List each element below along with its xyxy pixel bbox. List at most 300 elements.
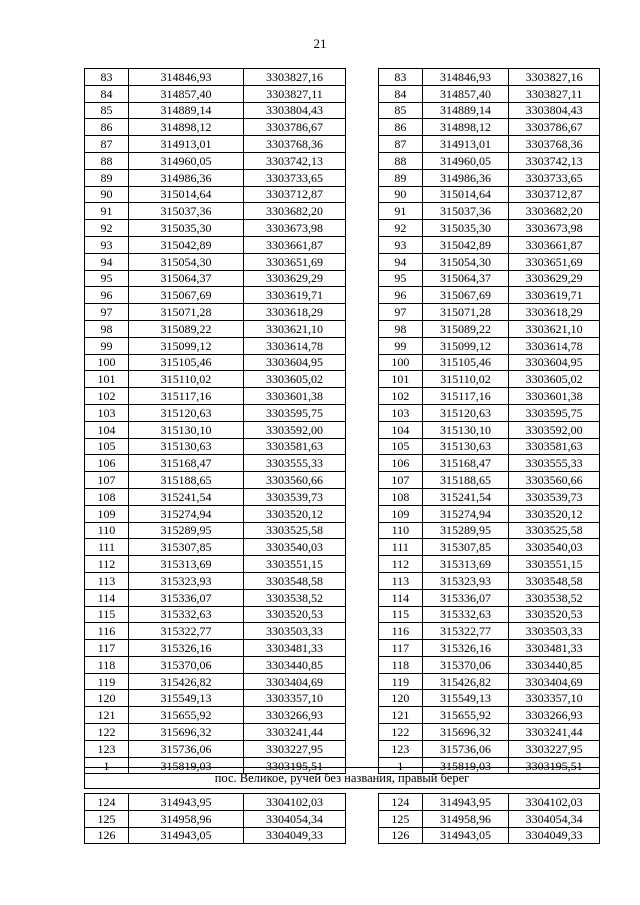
x-coordinate-cell: 315130,10 <box>129 421 244 438</box>
section-caption: пос. Великое, ручей без названия, правый берег <box>84 767 600 789</box>
x-coordinate-cell: 314889,14 <box>129 102 244 119</box>
x-coordinate-cell: 315313,69 <box>422 556 509 573</box>
y-coordinate-cell: 3303540,03 <box>509 539 600 556</box>
table-row <box>379 539 600 556</box>
x-coordinate-cell: 315289,95 <box>129 522 244 539</box>
point-number-cell: 110 <box>379 522 423 539</box>
point-number-cell: 97 <box>379 304 423 321</box>
y-coordinate-cell: 3303520,53 <box>509 606 600 623</box>
point-number-cell: 120 <box>379 690 423 707</box>
x-coordinate-cell: 315110,02 <box>422 371 509 388</box>
point-number-cell: 123 <box>85 740 129 757</box>
x-coordinate-cell: 314943,05 <box>129 827 244 844</box>
y-coordinate-cell: 3303786,67 <box>509 119 600 136</box>
y-coordinate-cell: 3303827,16 <box>244 69 346 86</box>
point-number-cell: 105 <box>379 438 423 455</box>
y-coordinate-cell: 3303481,33 <box>244 640 346 657</box>
table-row <box>379 810 600 827</box>
table-row <box>85 794 346 811</box>
point-number-cell: 87 <box>379 136 423 153</box>
x-coordinate-cell: 315042,89 <box>129 236 244 253</box>
point-number-cell: 125 <box>85 810 129 827</box>
table-row <box>85 589 346 606</box>
y-coordinate-cell: 3303440,85 <box>509 656 600 673</box>
y-coordinate-cell: 3303682,20 <box>244 203 346 220</box>
table-row <box>85 371 346 388</box>
point-number-cell: 103 <box>379 404 423 421</box>
coordinates-table-left-bottom <box>84 793 346 844</box>
x-coordinate-cell: 315067,69 <box>129 287 244 304</box>
table-row <box>379 253 600 270</box>
table-row <box>379 438 600 455</box>
point-number-cell: 104 <box>85 421 129 438</box>
table-row <box>85 287 346 304</box>
point-number-cell: 124 <box>85 794 129 811</box>
x-coordinate-cell: 315130,63 <box>422 438 509 455</box>
y-coordinate-cell: 3303551,15 <box>509 556 600 573</box>
point-number-cell: 84 <box>85 85 129 102</box>
y-coordinate-cell: 3303651,69 <box>244 253 346 270</box>
x-coordinate-cell: 315117,16 <box>129 388 244 405</box>
point-number-cell: 105 <box>85 438 129 455</box>
x-coordinate-cell: 315064,37 <box>129 270 244 287</box>
table-row <box>85 253 346 270</box>
y-coordinate-cell: 3303538,52 <box>509 589 600 606</box>
point-number-cell: 92 <box>85 220 129 237</box>
x-coordinate-cell: 315322,77 <box>422 623 509 640</box>
point-number-cell: 96 <box>85 287 129 304</box>
table-row <box>85 673 346 690</box>
x-coordinate-cell: 315336,07 <box>422 589 509 606</box>
y-coordinate-cell: 3303601,38 <box>244 388 346 405</box>
y-coordinate-cell: 3303503,33 <box>509 623 600 640</box>
point-number-cell: 113 <box>85 572 129 589</box>
x-coordinate-cell: 314846,93 <box>422 69 509 86</box>
point-number-cell: 126 <box>379 827 423 844</box>
y-coordinate-cell: 3303548,58 <box>244 572 346 589</box>
point-number-cell: 85 <box>379 102 423 119</box>
point-number-cell: 118 <box>379 656 423 673</box>
table-row <box>379 488 600 505</box>
x-coordinate-cell: 315313,69 <box>129 556 244 573</box>
x-coordinate-cell: 315819,03 <box>129 757 244 774</box>
y-coordinate-cell: 3303581,63 <box>244 438 346 455</box>
x-coordinate-cell: 315071,28 <box>422 304 509 321</box>
point-number-cell: 119 <box>379 673 423 690</box>
table-row <box>379 623 600 640</box>
point-number-cell: 113 <box>379 572 423 589</box>
point-number-cell: 86 <box>85 119 129 136</box>
x-coordinate-cell: 315323,93 <box>129 572 244 589</box>
table-row <box>85 690 346 707</box>
x-coordinate-cell: 315736,06 <box>422 740 509 757</box>
table-row <box>379 472 600 489</box>
point-number-cell: 92 <box>379 220 423 237</box>
y-coordinate-cell: 3303604,95 <box>244 354 346 371</box>
y-coordinate-cell: 3303195,51 <box>509 757 600 774</box>
table-row <box>379 640 600 657</box>
y-coordinate-cell: 3303560,66 <box>244 472 346 489</box>
y-coordinate-cell: 3303604,95 <box>509 354 600 371</box>
point-number-cell: 93 <box>85 236 129 253</box>
x-coordinate-cell: 314913,01 <box>422 136 509 153</box>
y-coordinate-cell: 3303605,02 <box>244 371 346 388</box>
point-number-cell: 88 <box>85 152 129 169</box>
x-coordinate-cell: 314889,14 <box>422 102 509 119</box>
point-number-cell: 1 <box>379 757 423 774</box>
point-number-cell: 117 <box>85 640 129 657</box>
table-row <box>85 724 346 741</box>
y-coordinate-cell: 3303742,13 <box>244 152 346 169</box>
y-coordinate-cell: 3303581,63 <box>509 438 600 455</box>
point-number-cell: 106 <box>85 455 129 472</box>
point-number-cell: 91 <box>379 203 423 220</box>
x-coordinate-cell: 315241,54 <box>422 488 509 505</box>
point-number-cell: 106 <box>379 455 423 472</box>
table-row <box>85 740 346 757</box>
table-row <box>85 69 346 86</box>
y-coordinate-cell: 3303555,33 <box>244 455 346 472</box>
x-coordinate-cell: 314913,01 <box>129 136 244 153</box>
point-number-cell: 119 <box>85 673 129 690</box>
table-row <box>85 827 346 844</box>
x-coordinate-cell: 315819,03 <box>422 757 509 774</box>
table-row <box>85 186 346 203</box>
point-number-cell: 99 <box>379 337 423 354</box>
x-coordinate-cell: 315071,28 <box>129 304 244 321</box>
y-coordinate-cell: 3303619,71 <box>509 287 600 304</box>
y-coordinate-cell: 3303673,98 <box>244 220 346 237</box>
y-coordinate-cell: 3303605,02 <box>509 371 600 388</box>
point-number-cell: 107 <box>379 472 423 489</box>
table-row <box>85 337 346 354</box>
y-coordinate-cell: 3303551,15 <box>244 556 346 573</box>
table-row <box>85 707 346 724</box>
x-coordinate-cell: 314943,95 <box>422 794 509 811</box>
table-row <box>85 572 346 589</box>
x-coordinate-cell: 315549,13 <box>129 690 244 707</box>
table-row <box>85 236 346 253</box>
y-coordinate-cell: 3303682,20 <box>509 203 600 220</box>
table-row <box>85 270 346 287</box>
x-coordinate-cell: 315168,47 <box>422 455 509 472</box>
x-coordinate-cell: 315322,77 <box>129 623 244 640</box>
y-coordinate-cell: 3303712,87 <box>244 186 346 203</box>
y-coordinate-cell: 3303266,93 <box>244 707 346 724</box>
coordinates-table-right-bottom <box>378 793 600 844</box>
x-coordinate-cell: 315241,54 <box>129 488 244 505</box>
x-coordinate-cell: 315117,16 <box>422 388 509 405</box>
table-row <box>85 505 346 522</box>
y-coordinate-cell: 3303525,58 <box>244 522 346 539</box>
x-coordinate-cell: 314960,05 <box>129 152 244 169</box>
point-number-cell: 98 <box>379 320 423 337</box>
point-number-cell: 100 <box>379 354 423 371</box>
x-coordinate-cell: 315370,06 <box>422 656 509 673</box>
x-coordinate-cell: 315042,89 <box>422 236 509 253</box>
x-coordinate-cell: 315274,94 <box>129 505 244 522</box>
y-coordinate-cell: 3303540,03 <box>244 539 346 556</box>
point-number-cell: 94 <box>379 253 423 270</box>
x-coordinate-cell: 315168,47 <box>129 455 244 472</box>
y-coordinate-cell: 3303619,71 <box>244 287 346 304</box>
y-coordinate-cell: 3303768,36 <box>509 136 600 153</box>
y-coordinate-cell: 3303266,93 <box>509 707 600 724</box>
x-coordinate-cell: 314898,12 <box>422 119 509 136</box>
table-row <box>379 606 600 623</box>
point-number-cell: 95 <box>379 270 423 287</box>
y-coordinate-cell: 3303768,36 <box>244 136 346 153</box>
x-coordinate-cell: 315655,92 <box>422 707 509 724</box>
y-coordinate-cell: 3304054,34 <box>509 810 600 827</box>
point-number-cell: 98 <box>85 320 129 337</box>
table-row <box>85 304 346 321</box>
x-coordinate-cell: 315067,69 <box>422 287 509 304</box>
point-number-cell: 126 <box>85 827 129 844</box>
x-coordinate-cell: 315655,92 <box>129 707 244 724</box>
x-coordinate-cell: 315099,12 <box>422 337 509 354</box>
y-coordinate-cell: 3304049,33 <box>509 827 600 844</box>
point-number-cell: 101 <box>379 371 423 388</box>
table-row <box>85 488 346 505</box>
table-row <box>85 421 346 438</box>
x-coordinate-cell: 315307,85 <box>129 539 244 556</box>
table-row <box>379 354 600 371</box>
x-coordinate-cell: 314986,36 <box>129 169 244 186</box>
table-row <box>85 102 346 119</box>
point-number-cell: 99 <box>85 337 129 354</box>
point-number-cell: 115 <box>85 606 129 623</box>
point-number-cell: 101 <box>85 371 129 388</box>
y-coordinate-cell: 3303539,73 <box>244 488 346 505</box>
x-coordinate-cell: 315014,64 <box>422 186 509 203</box>
table-row <box>379 724 600 741</box>
y-coordinate-cell: 3303661,87 <box>509 236 600 253</box>
table-row <box>379 740 600 757</box>
x-coordinate-cell: 315326,16 <box>422 640 509 657</box>
x-coordinate-cell: 315696,32 <box>422 724 509 741</box>
table-row <box>379 220 600 237</box>
x-coordinate-cell: 314958,96 <box>422 810 509 827</box>
point-number-cell: 91 <box>85 203 129 220</box>
y-coordinate-cell: 3303827,11 <box>244 85 346 102</box>
y-coordinate-cell: 3303651,69 <box>509 253 600 270</box>
y-coordinate-cell: 3303827,11 <box>509 85 600 102</box>
y-coordinate-cell: 3303525,58 <box>509 522 600 539</box>
point-number-cell: 84 <box>379 85 423 102</box>
table-row <box>379 169 600 186</box>
x-coordinate-cell: 315037,36 <box>129 203 244 220</box>
point-number-cell: 120 <box>85 690 129 707</box>
point-number-cell: 125 <box>379 810 423 827</box>
point-number-cell: 95 <box>85 270 129 287</box>
x-coordinate-cell: 315014,64 <box>129 186 244 203</box>
table-row <box>379 371 600 388</box>
y-coordinate-cell: 3303560,66 <box>509 472 600 489</box>
y-coordinate-cell: 3303592,00 <box>244 421 346 438</box>
y-coordinate-cell: 3303241,44 <box>509 724 600 741</box>
y-coordinate-cell: 3303548,58 <box>509 572 600 589</box>
y-coordinate-cell: 3303357,10 <box>244 690 346 707</box>
x-coordinate-cell: 315307,85 <box>422 539 509 556</box>
x-coordinate-cell: 315188,65 <box>422 472 509 489</box>
point-number-cell: 112 <box>85 556 129 573</box>
table-row <box>379 656 600 673</box>
table-row <box>379 102 600 119</box>
point-number-cell: 121 <box>85 707 129 724</box>
point-number-cell: 102 <box>85 388 129 405</box>
y-coordinate-cell: 3303595,75 <box>244 404 346 421</box>
table-row <box>379 589 600 606</box>
x-coordinate-cell: 315054,30 <box>129 253 244 270</box>
point-number-cell: 123 <box>379 740 423 757</box>
x-coordinate-cell: 314943,05 <box>422 827 509 844</box>
y-coordinate-cell: 3303629,29 <box>244 270 346 287</box>
point-number-cell: 88 <box>379 152 423 169</box>
x-coordinate-cell: 315037,36 <box>422 203 509 220</box>
table-row <box>85 85 346 102</box>
table-row <box>379 69 600 86</box>
page-number: 21 <box>313 36 327 51</box>
table-row <box>379 270 600 287</box>
y-coordinate-cell: 3303629,29 <box>509 270 600 287</box>
x-coordinate-cell: 314898,12 <box>129 119 244 136</box>
y-coordinate-cell: 3304054,34 <box>244 810 346 827</box>
x-coordinate-cell: 314960,05 <box>422 152 509 169</box>
table-row <box>379 673 600 690</box>
x-coordinate-cell: 314857,40 <box>422 85 509 102</box>
table-row <box>85 623 346 640</box>
x-coordinate-cell: 315130,63 <box>129 438 244 455</box>
table-row <box>85 539 346 556</box>
point-number-cell: 86 <box>379 119 423 136</box>
table-row <box>379 337 600 354</box>
table-row <box>379 119 600 136</box>
table-row <box>85 455 346 472</box>
table-row <box>379 522 600 539</box>
table-row <box>379 572 600 589</box>
table-row <box>85 438 346 455</box>
x-coordinate-cell: 315120,63 <box>129 404 244 421</box>
y-coordinate-cell: 3303592,00 <box>509 421 600 438</box>
point-number-cell: 109 <box>379 505 423 522</box>
point-number-cell: 108 <box>85 488 129 505</box>
x-coordinate-cell: 315336,07 <box>129 589 244 606</box>
x-coordinate-cell: 315736,06 <box>129 740 244 757</box>
point-number-cell: 89 <box>85 169 129 186</box>
point-number-cell: 100 <box>85 354 129 371</box>
y-coordinate-cell: 3303520,53 <box>244 606 346 623</box>
table-row <box>379 707 600 724</box>
y-coordinate-cell: 3303227,95 <box>509 740 600 757</box>
table-row <box>85 404 346 421</box>
x-coordinate-cell: 315426,82 <box>129 673 244 690</box>
table-row <box>379 186 600 203</box>
x-coordinate-cell: 315274,94 <box>422 505 509 522</box>
y-coordinate-cell: 3303601,38 <box>509 388 600 405</box>
y-coordinate-cell: 3303614,78 <box>509 337 600 354</box>
point-number-cell: 83 <box>379 69 423 86</box>
y-coordinate-cell: 3304049,33 <box>244 827 346 844</box>
y-coordinate-cell: 3303539,73 <box>509 488 600 505</box>
table-row <box>379 320 600 337</box>
table-row <box>379 203 600 220</box>
y-coordinate-cell: 3303538,52 <box>244 589 346 606</box>
table-row <box>379 152 600 169</box>
x-coordinate-cell: 315130,10 <box>422 421 509 438</box>
coordinates-table-left <box>84 68 346 774</box>
table-row <box>85 522 346 539</box>
y-coordinate-cell: 3303440,85 <box>244 656 346 673</box>
y-coordinate-cell: 3303804,43 <box>509 102 600 119</box>
point-number-cell: 122 <box>85 724 129 741</box>
coordinates-table-right <box>378 68 600 774</box>
y-coordinate-cell: 3303712,87 <box>509 186 600 203</box>
x-coordinate-cell: 315289,95 <box>422 522 509 539</box>
y-coordinate-cell: 3303404,69 <box>244 673 346 690</box>
point-number-cell: 90 <box>85 186 129 203</box>
table-row <box>379 404 600 421</box>
table-row <box>379 827 600 844</box>
y-coordinate-cell: 3303503,33 <box>244 623 346 640</box>
table-row <box>379 505 600 522</box>
table-row <box>85 472 346 489</box>
point-number-cell: 97 <box>85 304 129 321</box>
y-coordinate-cell: 3304102,03 <box>244 794 346 811</box>
point-number-cell: 104 <box>379 421 423 438</box>
point-number-cell: 114 <box>379 589 423 606</box>
x-coordinate-cell: 315332,63 <box>129 606 244 623</box>
table-row <box>379 85 600 102</box>
point-number-cell: 103 <box>85 404 129 421</box>
y-coordinate-cell: 3303733,65 <box>509 169 600 186</box>
x-coordinate-cell: 315099,12 <box>129 337 244 354</box>
y-coordinate-cell: 3303595,75 <box>509 404 600 421</box>
y-coordinate-cell: 3303621,10 <box>244 320 346 337</box>
x-coordinate-cell: 314986,36 <box>422 169 509 186</box>
x-coordinate-cell: 314846,93 <box>129 69 244 86</box>
x-coordinate-cell: 315089,22 <box>129 320 244 337</box>
point-number-cell: 85 <box>85 102 129 119</box>
point-number-cell: 93 <box>379 236 423 253</box>
x-coordinate-cell: 315332,63 <box>422 606 509 623</box>
point-number-cell: 109 <box>85 505 129 522</box>
table-row <box>85 119 346 136</box>
x-coordinate-cell: 314857,40 <box>129 85 244 102</box>
point-number-cell: 116 <box>379 623 423 640</box>
table-row <box>85 354 346 371</box>
point-number-cell: 116 <box>85 623 129 640</box>
table-row <box>379 388 600 405</box>
x-coordinate-cell: 315035,30 <box>129 220 244 237</box>
x-coordinate-cell: 315105,46 <box>129 354 244 371</box>
y-coordinate-cell: 3303614,78 <box>244 337 346 354</box>
y-coordinate-cell: 3303404,69 <box>509 673 600 690</box>
table-row <box>85 152 346 169</box>
table-row <box>85 656 346 673</box>
point-number-cell: 114 <box>85 589 129 606</box>
y-coordinate-cell: 3303357,10 <box>509 690 600 707</box>
x-coordinate-cell: 315696,32 <box>129 724 244 741</box>
x-coordinate-cell: 315426,82 <box>422 673 509 690</box>
point-number-cell: 1 <box>85 757 129 774</box>
y-coordinate-cell: 3303804,43 <box>244 102 346 119</box>
table-row <box>85 169 346 186</box>
table-row <box>85 810 346 827</box>
table-row <box>85 320 346 337</box>
y-coordinate-cell: 3303555,33 <box>509 455 600 472</box>
table-row <box>379 236 600 253</box>
